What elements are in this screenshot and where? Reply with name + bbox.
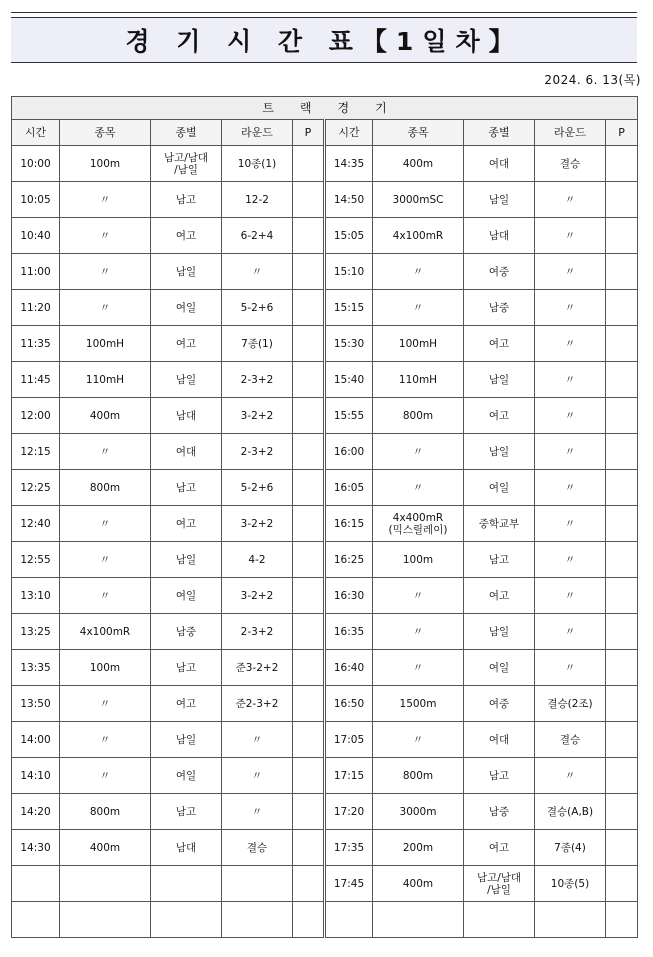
division-cell	[151, 866, 222, 902]
round-cell: 10종(1)	[222, 146, 293, 182]
col-header-time: 시간	[12, 120, 60, 146]
event-cell: 400m	[373, 866, 464, 902]
event-cell: 〃	[373, 470, 464, 506]
round-cell: 6-2+4	[222, 218, 293, 254]
event-cell: 〃	[60, 506, 151, 542]
division-cell: 중학교부	[464, 506, 535, 542]
table-row	[12, 362, 638, 398]
time-cell: 14:00	[12, 722, 60, 758]
table-row	[12, 722, 638, 758]
event-cell: 〃	[60, 290, 151, 326]
col-header-p: P	[293, 120, 325, 146]
event-cell: 200m	[373, 830, 464, 866]
round-cell: 10종(5)	[535, 866, 606, 902]
round-cell: 〃	[535, 650, 606, 686]
p-cell	[606, 758, 638, 794]
round-cell: 〃	[535, 290, 606, 326]
event-cell: 800m	[60, 794, 151, 830]
round-cell: 〃	[535, 758, 606, 794]
p-cell	[293, 146, 325, 182]
time-cell: 15:10	[325, 254, 373, 290]
event-cell: 〃	[60, 218, 151, 254]
p-cell	[606, 506, 638, 542]
round-cell: 결승(A,B)	[535, 794, 606, 830]
division-cell: 남고	[151, 794, 222, 830]
time-cell: 14:10	[12, 758, 60, 794]
event-cell: 4x100mR	[373, 218, 464, 254]
p-cell	[606, 290, 638, 326]
division-cell	[464, 902, 535, 938]
division-cell: 남일	[151, 542, 222, 578]
table-row	[12, 506, 638, 542]
round-cell	[222, 902, 293, 938]
event-cell: 110mH	[373, 362, 464, 398]
section-title: 트랙경기	[12, 97, 638, 120]
p-cell	[606, 722, 638, 758]
table-row	[12, 830, 638, 866]
time-cell: 16:05	[325, 470, 373, 506]
time-cell: 10:00	[12, 146, 60, 182]
division-cell: 여대	[464, 146, 535, 182]
p-cell	[293, 830, 325, 866]
time-cell	[12, 902, 60, 938]
table-row	[12, 542, 638, 578]
table-row	[12, 398, 638, 434]
p-cell	[293, 434, 325, 470]
table-row	[12, 470, 638, 506]
event-cell: 100m	[373, 542, 464, 578]
table-row	[12, 794, 638, 830]
round-cell: 〃	[535, 362, 606, 398]
event-cell: 〃	[373, 434, 464, 470]
round-cell: 〃	[222, 722, 293, 758]
round-cell: 〃	[222, 794, 293, 830]
table-row	[12, 290, 638, 326]
round-cell: 결승	[222, 830, 293, 866]
event-cell: 〃	[373, 254, 464, 290]
division-cell: 남고	[151, 650, 222, 686]
p-cell	[606, 902, 638, 938]
p-cell	[293, 362, 325, 398]
division-cell: 남고/남대 /남일	[151, 146, 222, 182]
p-cell	[293, 866, 325, 902]
division-cell: 남일	[151, 362, 222, 398]
event-cell: 〃	[60, 758, 151, 794]
event-cell: 〃	[60, 578, 151, 614]
col-header-p: P	[606, 120, 638, 146]
title-bar	[11, 17, 637, 63]
p-cell	[293, 614, 325, 650]
p-cell	[606, 254, 638, 290]
division-cell: 여대	[464, 722, 535, 758]
time-cell: 16:25	[325, 542, 373, 578]
page-title: 경 기 시 간 표【1일차】	[125, 27, 523, 56]
time-cell: 17:45	[325, 866, 373, 902]
event-cell: 〃	[373, 290, 464, 326]
round-cell: 준3-2+2	[222, 650, 293, 686]
time-cell: 15:30	[325, 326, 373, 362]
col-header-event: 종목	[373, 120, 464, 146]
event-cell: 〃	[373, 722, 464, 758]
time-cell: 16:50	[325, 686, 373, 722]
division-cell: 남고	[151, 470, 222, 506]
time-cell	[12, 866, 60, 902]
p-cell	[293, 650, 325, 686]
table-row	[12, 578, 638, 614]
round-cell: 〃	[535, 182, 606, 218]
schedule-table	[11, 96, 638, 938]
time-cell: 17:15	[325, 758, 373, 794]
round-cell: 〃	[535, 326, 606, 362]
p-cell	[293, 290, 325, 326]
division-cell: 남고/남대 /남일	[464, 866, 535, 902]
time-cell: 16:15	[325, 506, 373, 542]
division-cell: 여고	[464, 830, 535, 866]
time-cell: 15:55	[325, 398, 373, 434]
time-cell: 13:25	[12, 614, 60, 650]
division-cell: 여고	[464, 398, 535, 434]
time-cell: 13:10	[12, 578, 60, 614]
p-cell	[293, 398, 325, 434]
column-header-row	[12, 120, 638, 146]
round-cell: 2-3+2	[222, 614, 293, 650]
col-header-division: 종별	[464, 120, 535, 146]
time-cell: 11:20	[12, 290, 60, 326]
p-cell	[606, 146, 638, 182]
table-row	[12, 614, 638, 650]
division-cell: 여고	[464, 578, 535, 614]
division-cell: 남일	[151, 722, 222, 758]
division-cell: 여중	[464, 254, 535, 290]
p-cell	[293, 686, 325, 722]
p-cell	[606, 362, 638, 398]
time-cell: 14:20	[12, 794, 60, 830]
event-cell: 〃	[60, 542, 151, 578]
round-cell: 2-3+2	[222, 434, 293, 470]
table-row	[12, 254, 638, 290]
round-cell: 준2-3+2	[222, 686, 293, 722]
round-cell	[222, 866, 293, 902]
col-header-event: 종목	[60, 120, 151, 146]
p-cell	[293, 794, 325, 830]
division-cell: 여대	[151, 434, 222, 470]
event-cell: 400m	[60, 830, 151, 866]
event-cell: 100mH	[60, 326, 151, 362]
p-cell	[293, 506, 325, 542]
round-cell: 3-2+2	[222, 578, 293, 614]
division-cell: 여고	[151, 506, 222, 542]
round-cell: 3-2+2	[222, 506, 293, 542]
division-cell: 남중	[464, 290, 535, 326]
round-cell: 결승	[535, 722, 606, 758]
round-cell	[535, 902, 606, 938]
time-cell: 12:15	[12, 434, 60, 470]
division-cell: 여일	[151, 758, 222, 794]
event-cell: 〃	[373, 614, 464, 650]
division-cell: 남중	[151, 614, 222, 650]
division-cell: 남일	[151, 254, 222, 290]
time-cell: 16:35	[325, 614, 373, 650]
event-cell: 1500m	[373, 686, 464, 722]
round-cell: 결승(2조)	[535, 686, 606, 722]
round-cell: 〃	[535, 398, 606, 434]
schedule-date: 2024. 6. 13(목)	[544, 73, 641, 87]
division-cell: 남고	[464, 758, 535, 794]
col-header-time: 시간	[325, 120, 373, 146]
time-cell: 12:00	[12, 398, 60, 434]
round-cell: 5-2+6	[222, 470, 293, 506]
round-cell: 12-2	[222, 182, 293, 218]
round-cell: 3-2+2	[222, 398, 293, 434]
round-cell: 2-3+2	[222, 362, 293, 398]
table-row	[12, 218, 638, 254]
event-cell: 〃	[60, 182, 151, 218]
time-cell: 10:05	[12, 182, 60, 218]
round-cell: 〃	[535, 218, 606, 254]
round-cell: 〃	[535, 434, 606, 470]
division-cell: 남중	[464, 794, 535, 830]
division-cell: 여고	[151, 686, 222, 722]
round-cell: 결승	[535, 146, 606, 182]
time-cell: 11:35	[12, 326, 60, 362]
time-cell: 16:40	[325, 650, 373, 686]
round-cell: 〃	[535, 254, 606, 290]
division-cell: 남일	[464, 434, 535, 470]
top-rule	[11, 12, 637, 13]
time-cell: 17:20	[325, 794, 373, 830]
event-cell	[60, 902, 151, 938]
table-row	[12, 326, 638, 362]
p-cell	[606, 218, 638, 254]
p-cell	[293, 254, 325, 290]
event-cell: 110mH	[60, 362, 151, 398]
event-cell: 100m	[60, 650, 151, 686]
p-cell	[606, 398, 638, 434]
table-row	[12, 758, 638, 794]
p-cell	[293, 722, 325, 758]
event-cell: 800m	[373, 758, 464, 794]
division-cell: 여일	[464, 470, 535, 506]
round-cell: 〃	[535, 614, 606, 650]
table-row	[12, 146, 638, 182]
time-cell: 12:40	[12, 506, 60, 542]
division-cell: 여일	[151, 578, 222, 614]
event-cell	[60, 866, 151, 902]
p-cell	[606, 830, 638, 866]
time-cell: 16:30	[325, 578, 373, 614]
time-cell: 10:40	[12, 218, 60, 254]
time-cell: 14:50	[325, 182, 373, 218]
event-cell: 〃	[373, 578, 464, 614]
event-cell: 400m	[373, 146, 464, 182]
table-row	[12, 650, 638, 686]
p-cell	[293, 470, 325, 506]
event-cell: 〃	[60, 254, 151, 290]
p-cell	[606, 650, 638, 686]
round-cell: 5-2+6	[222, 290, 293, 326]
table-row	[12, 182, 638, 218]
p-cell	[606, 542, 638, 578]
division-cell: 남고	[464, 542, 535, 578]
p-cell	[293, 182, 325, 218]
round-cell: 〃	[535, 578, 606, 614]
col-header-division: 종별	[151, 120, 222, 146]
schedule-body	[12, 97, 638, 938]
time-cell: 11:00	[12, 254, 60, 290]
time-cell: 16:00	[325, 434, 373, 470]
section-header-row	[12, 97, 638, 120]
p-cell	[606, 866, 638, 902]
division-cell: 남일	[464, 614, 535, 650]
event-cell: 400m	[60, 398, 151, 434]
table-row	[12, 686, 638, 722]
time-cell: 13:50	[12, 686, 60, 722]
time-cell	[325, 902, 373, 938]
division-cell: 남일	[464, 362, 535, 398]
col-header-round: 라운드	[535, 120, 606, 146]
col-header-round: 라운드	[222, 120, 293, 146]
p-cell	[606, 614, 638, 650]
event-cell: 4x400mR (믹스릴레이)	[373, 506, 464, 542]
event-cell: 〃	[373, 650, 464, 686]
round-cell: 〃	[222, 758, 293, 794]
p-cell	[606, 326, 638, 362]
time-cell: 13:35	[12, 650, 60, 686]
p-cell	[606, 686, 638, 722]
time-cell: 14:35	[325, 146, 373, 182]
time-cell: 17:05	[325, 722, 373, 758]
division-cell: 여고	[464, 326, 535, 362]
event-cell: 〃	[60, 722, 151, 758]
event-cell: 〃	[60, 686, 151, 722]
division-cell: 여고	[151, 218, 222, 254]
division-cell: 남대	[151, 398, 222, 434]
time-cell: 17:35	[325, 830, 373, 866]
p-cell	[293, 218, 325, 254]
event-cell: 800m	[373, 398, 464, 434]
event-cell: 3000mSC	[373, 182, 464, 218]
division-cell: 여중	[464, 686, 535, 722]
time-cell: 11:45	[12, 362, 60, 398]
division-cell: 남일	[464, 182, 535, 218]
time-cell: 15:15	[325, 290, 373, 326]
event-cell: 800m	[60, 470, 151, 506]
p-cell	[606, 182, 638, 218]
event-cell: 3000m	[373, 794, 464, 830]
time-cell: 15:40	[325, 362, 373, 398]
table-row	[12, 866, 638, 902]
round-cell: 4-2	[222, 542, 293, 578]
division-cell: 여고	[151, 326, 222, 362]
time-cell: 15:05	[325, 218, 373, 254]
p-cell	[606, 578, 638, 614]
event-cell: 〃	[60, 434, 151, 470]
event-cell	[373, 902, 464, 938]
p-cell	[606, 470, 638, 506]
p-cell	[293, 326, 325, 362]
division-cell: 여일	[464, 650, 535, 686]
round-cell: 〃	[535, 470, 606, 506]
division-cell: 남대	[151, 830, 222, 866]
round-cell: 〃	[222, 254, 293, 290]
round-cell: 〃	[535, 542, 606, 578]
time-cell: 12:55	[12, 542, 60, 578]
event-cell: 100m	[60, 146, 151, 182]
p-cell	[293, 578, 325, 614]
division-cell	[151, 902, 222, 938]
p-cell	[293, 542, 325, 578]
table-row	[12, 902, 638, 938]
time-cell: 12:25	[12, 470, 60, 506]
p-cell	[293, 758, 325, 794]
round-cell: 〃	[535, 506, 606, 542]
time-cell: 14:30	[12, 830, 60, 866]
p-cell	[606, 434, 638, 470]
division-cell: 남대	[464, 218, 535, 254]
event-cell: 100mH	[373, 326, 464, 362]
p-cell	[606, 794, 638, 830]
division-cell: 여일	[151, 290, 222, 326]
event-cell: 4x100mR	[60, 614, 151, 650]
table-row	[12, 434, 638, 470]
round-cell: 7종(1)	[222, 326, 293, 362]
division-cell: 남고	[151, 182, 222, 218]
round-cell: 7종(4)	[535, 830, 606, 866]
p-cell	[293, 902, 325, 938]
